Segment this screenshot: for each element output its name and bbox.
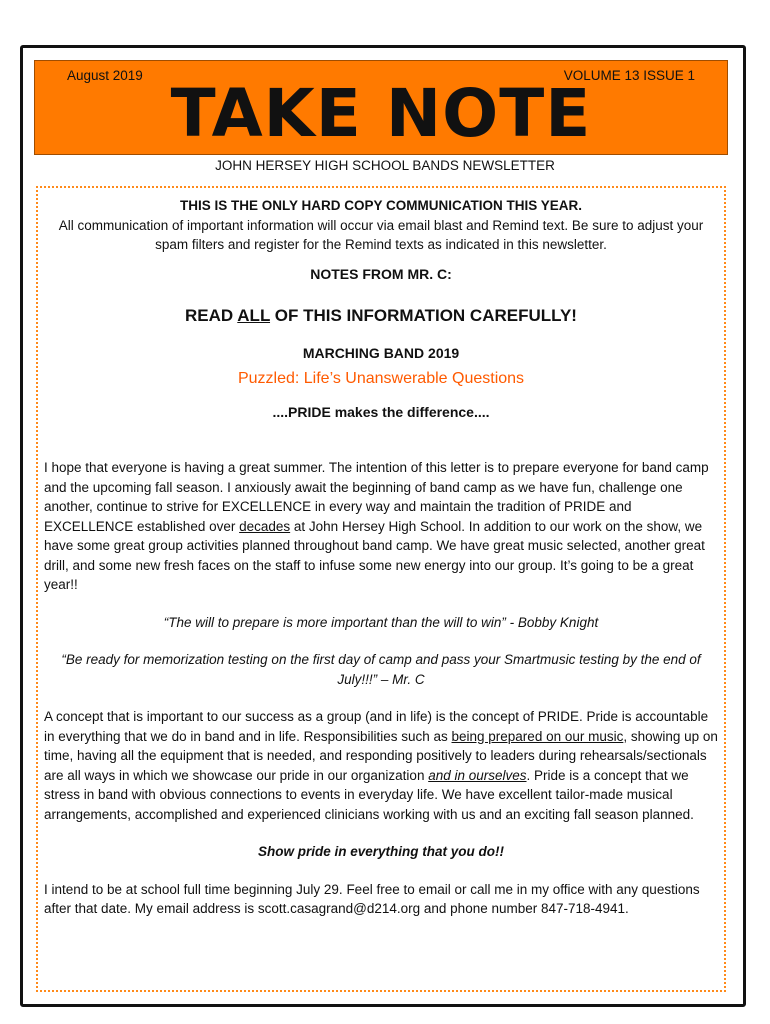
pride-text-b: , showing up on time, having all the equipment that is needed, and responding positively to leaders during rehearsals/sectionals are all ways in which we showcase our pride in our organization xyxy=(44,728,718,783)
show-pride-line: Show pride in everything that you do!! xyxy=(257,844,504,859)
newsletter-body xyxy=(44,196,718,919)
contact-paragraph: I intend to be at school full time beginning July 29. Feel free to email or call me in my office with any questions after that date. My email address is scott.casagrand@d214.org and phone number 847-718-4941. xyxy=(44,881,700,916)
pride-tagline: ....PRIDE makes the difference.... xyxy=(272,403,490,420)
notice-body: All communication of important information will occur via email blast and Remind text. Be sure to adjust your spam filters and register for the Remind texts as indicated in this newsletter. xyxy=(58,217,704,252)
read-all-heading xyxy=(44,306,718,326)
pride-text-underlined-1: being prepared on our music xyxy=(451,728,624,744)
marching-band-heading: MARCHING BAND 2019 xyxy=(302,344,460,361)
pride-text-underlined-2: and in ourselves xyxy=(428,767,527,783)
issue-volume: VOLUME 13 ISSUE 1 xyxy=(563,68,695,83)
intro-paragraph xyxy=(44,458,718,595)
intro-text-b: at John Hersey High School. In addition to our work on the show, we have some great group activities planned throughout band camp. We have great music selected, another great drill, and some new fresh faces on the staff to infuse some new energy into our group. It’s going to be a great year!! xyxy=(44,518,705,592)
notes-heading: NOTES FROM MR. C: xyxy=(310,265,452,282)
pride-text-a: A concept that is important to our success as a group (and in life) is the concept of PRIDE. Pride is accountable in everything that we do in band and in life. Responsibilities such as xyxy=(44,709,709,744)
show-title: Puzzled: Life’s Unanswerable Questions xyxy=(237,370,525,387)
read-all-underlined: ALL xyxy=(237,306,271,325)
read-all-after: OF THIS INFORMATION CAREFULLY! xyxy=(270,306,577,325)
pride-text-c: . Pride is a concept that we stress in band with obvious connections to events in everyday life. We have excellent tailor-made musical arrangements, accomplished and experienced clinicians working with us and an exciting fall season planned. xyxy=(44,767,694,822)
quote-bobby-knight: “The will to prepare is more important than the will to win” - Bobby Knight xyxy=(163,614,599,630)
masthead-banner xyxy=(34,60,728,155)
intro-text-underlined: decades xyxy=(239,518,291,534)
newsletter-subtitle: JOHN HERSEY HIGH SCHOOL BANDS NEWSLETTER xyxy=(215,158,555,173)
newsletter-title: TAKE NOTE xyxy=(170,75,592,152)
pride-paragraph xyxy=(44,707,718,824)
read-all-before: READ xyxy=(185,306,238,325)
notice-headline: THIS IS THE ONLY HARD COPY COMMUNICATION THIS YEAR. xyxy=(179,198,583,213)
issue-date: August 2019 xyxy=(67,68,143,83)
intro-text-a: I hope that everyone is having a great summer. The intention of this letter is to prepare everyone for band camp and the upcoming fall season. I anxiously await the beginning of band camp as we have fun, challenge one another, continue to strive for EXCELLENCE in every way and maintain the tradition of PRIDE and EXCELLENCE established over xyxy=(44,460,709,534)
quote-mr-c: “Be ready for memorization testing on the first day of camp and pass your Smartmusic testing by the end of July!!!” – Mr. C xyxy=(61,652,701,687)
